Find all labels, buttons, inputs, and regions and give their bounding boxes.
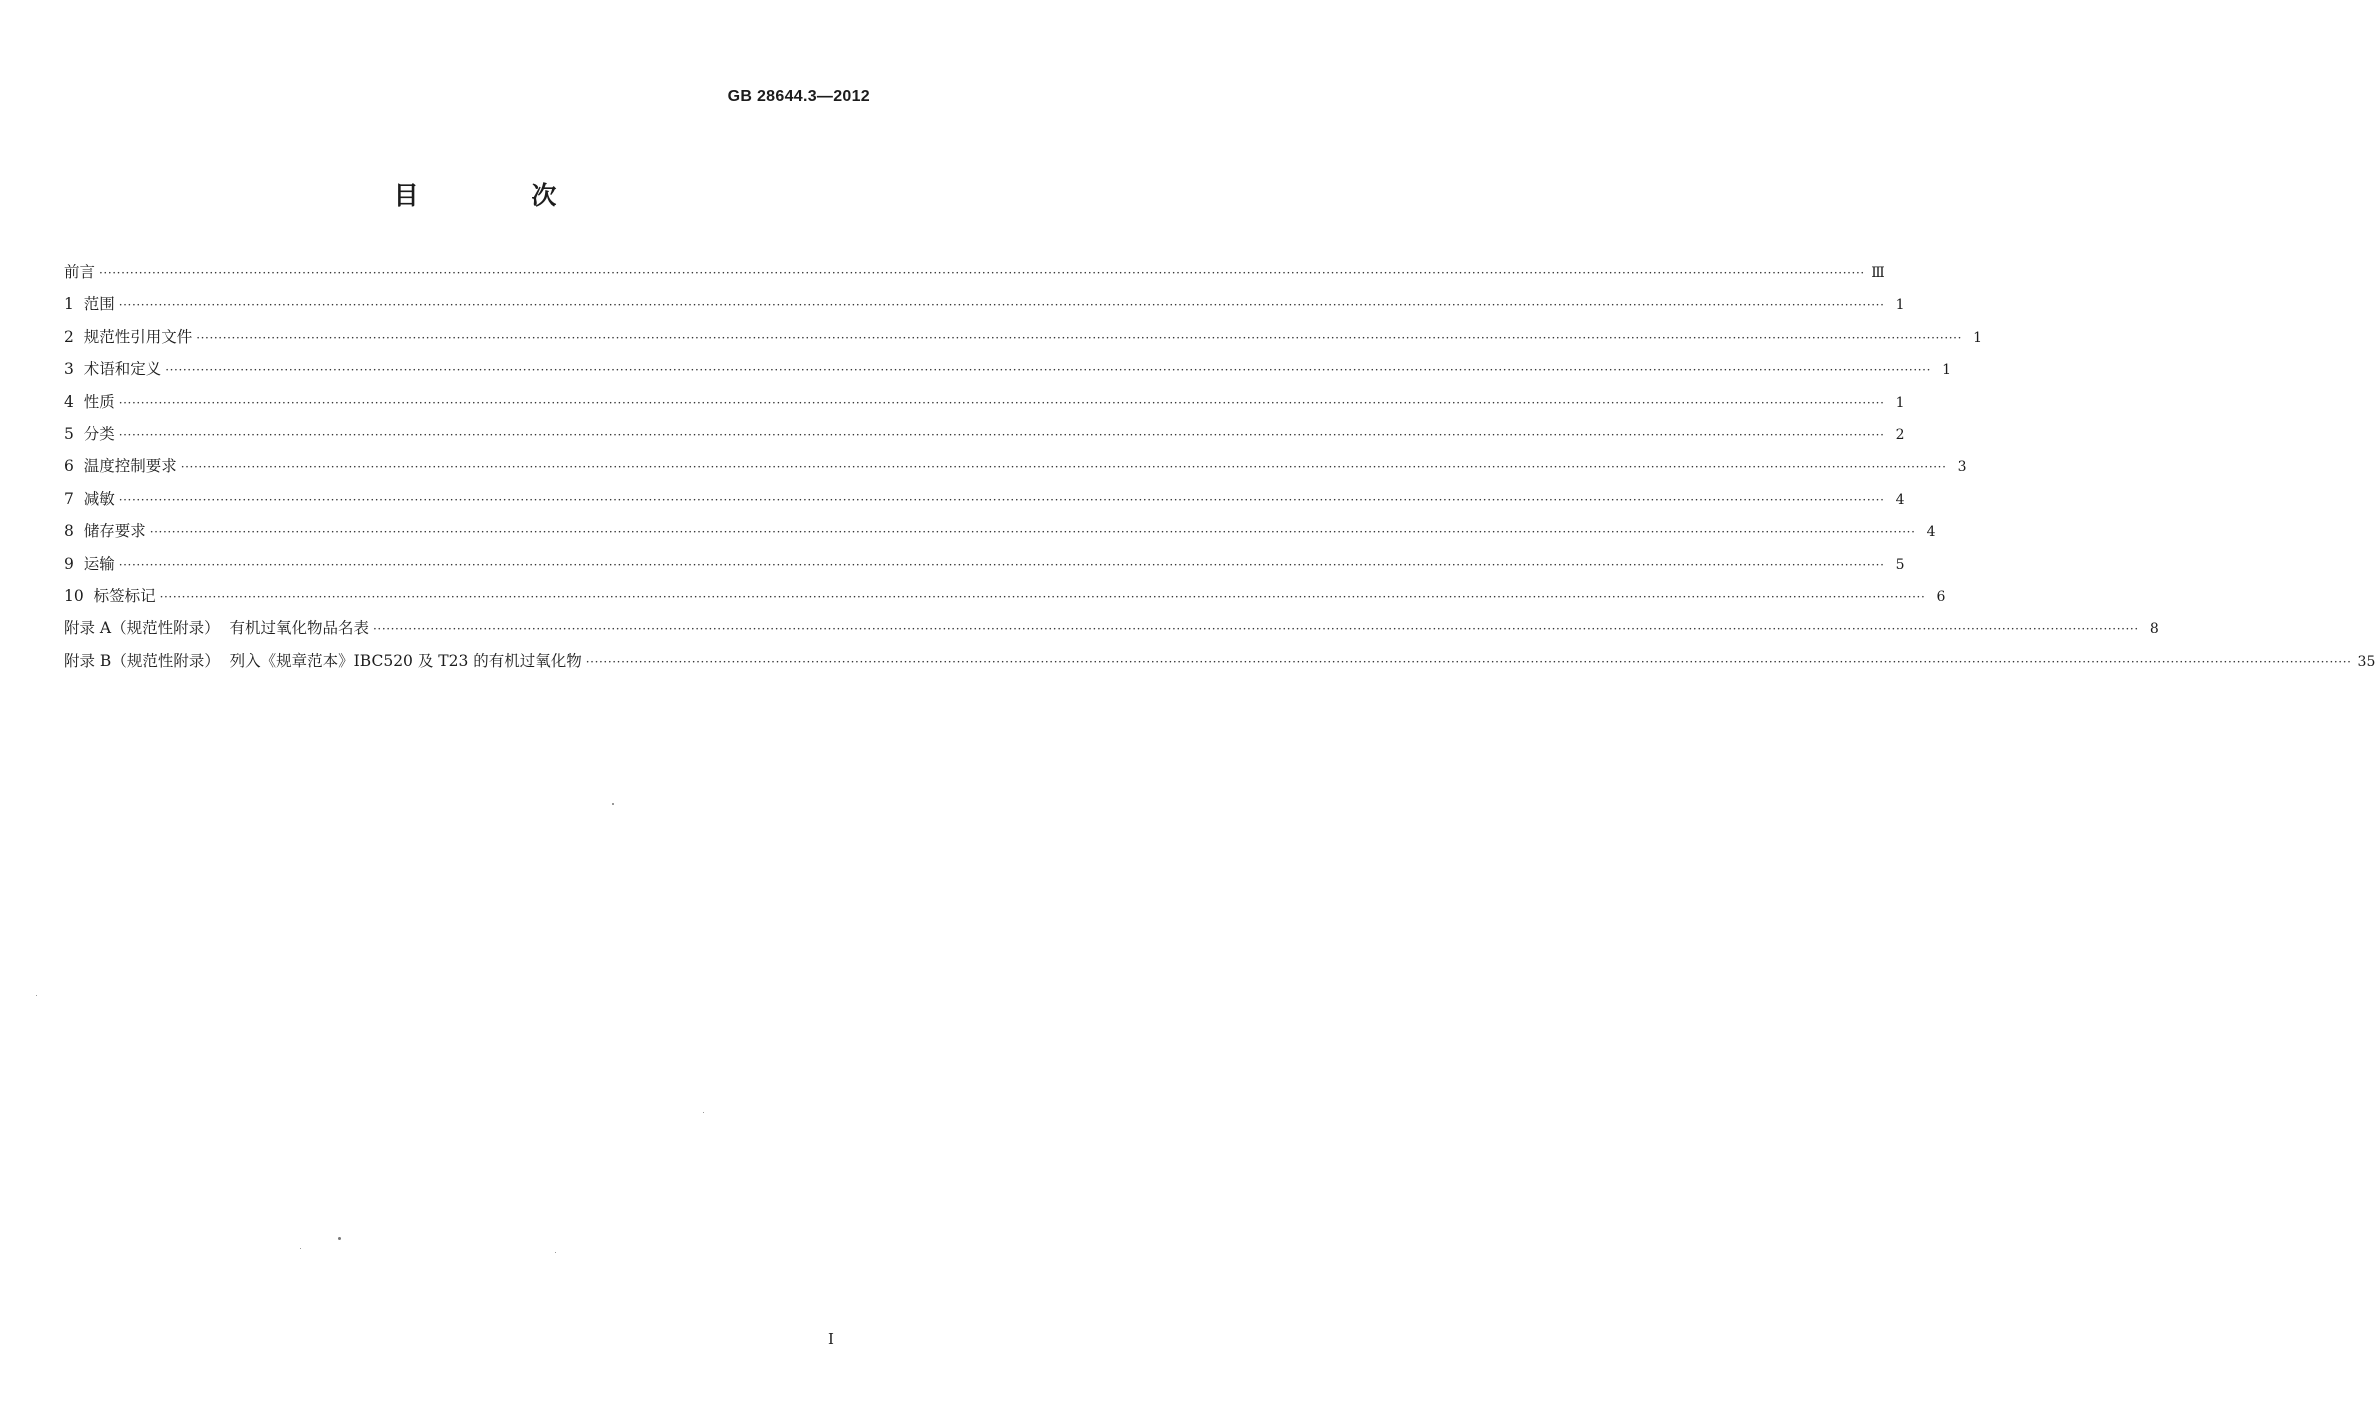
toc-leader-dots: ················································································································································································································································································································································································································ (149, 525, 1916, 540)
toc-entry-page: 1 (1942, 362, 1951, 379)
toc-entry-label: 9 运输 (64, 554, 115, 573)
toc-entry-annex-a[interactable] (64, 616, 2159, 648)
toc-entry-properties[interactable] (64, 390, 1905, 422)
toc-entry-page: 1 (1973, 329, 1982, 346)
toc-entry-label: 前言 (64, 263, 96, 281)
toc-entry-label: 7 减敏 (64, 489, 115, 508)
toc-leader-dots: ················································································································································································································································································································································································································ (196, 330, 1962, 345)
toc-entry-label: 附录 A（规范性附录） 有机过氧化物品名表 (64, 619, 369, 638)
toc-entry-terms-definitions[interactable] (64, 357, 1951, 389)
toc-leader-dots: ················································································································································································································································································································································································································ (165, 363, 1931, 378)
page-number: I (828, 1330, 834, 1348)
toc-entry-page: 3 (1957, 459, 1967, 476)
toc-entry-label: 2 规范性引用文件 (64, 327, 193, 346)
doc-code: GB 28644.3—2012 (727, 88, 870, 105)
toc-leader-dots: ················································································································································································································································································································································································································ (180, 460, 1947, 475)
toc-entry-label: 10 标签标记 (64, 586, 156, 605)
table-of-contents (64, 260, 2375, 681)
scan-speck (300, 1248, 301, 1249)
toc-entry-page: 5 (1895, 556, 1905, 573)
toc-entry-label: 5 分类 (64, 424, 115, 443)
toc-entry-annex-b[interactable] (64, 649, 2375, 681)
scan-speck (338, 1237, 341, 1240)
toc-entry-label: 1 范围 (64, 295, 115, 314)
toc-entry-labelling[interactable] (64, 584, 1946, 616)
toc-entry-label: 4 性质 (64, 392, 115, 411)
toc-entry-desensitization[interactable] (64, 487, 1905, 519)
toc-leader-dots: ················································································································································································································································································································································································································ (372, 622, 2139, 637)
toc-leader-dots: ················································································································································································································································································································································································································ (99, 266, 1865, 280)
toc-entry-page: Ⅲ (1871, 265, 1885, 281)
toc-entry-storage[interactable] (64, 519, 1936, 551)
toc-entry-scope[interactable] (64, 292, 1905, 324)
toc-entry-normative-references[interactable] (64, 325, 1982, 357)
toc-entry-page: 2 (1895, 426, 1905, 443)
toc-entry-page: 6 (1936, 588, 1946, 605)
toc-entry-page: 1 (1895, 394, 1905, 411)
toc-entry-label: 8 储存要求 (64, 522, 146, 541)
toc-leader-dots: ················································································································································································································································································································································································································ (118, 298, 1885, 313)
toc-leader-dots: ················································································································································································································································································································································································································ (159, 589, 1926, 604)
toc-entry-temperature-control[interactable] (64, 454, 1967, 486)
toc-entry-page: 8 (2149, 621, 2159, 638)
scan-speck (612, 803, 614, 805)
toc-entry-page: 4 (1895, 491, 1905, 508)
scan-speck (555, 1252, 556, 1253)
page-title: 目 次 (393, 181, 609, 210)
scan-speck (36, 995, 37, 996)
toc-entry-page: 4 (1926, 524, 1936, 541)
toc-entry-foreword[interactable] (64, 260, 1885, 292)
scan-speck (703, 1112, 704, 1113)
toc-leader-dots: ················································································································································································································································································································································································································ (585, 654, 2352, 669)
toc-leader-dots: ················································································································································································································································································································································································································ (118, 492, 1885, 507)
toc-entry-transport[interactable] (64, 552, 1905, 584)
toc-entry-page: 1 (1895, 297, 1905, 314)
toc-entry-label: 附录 B（规范性附录） 列入《规章范本》IBC520 及 T23 的有机过氧化物 (64, 651, 582, 670)
toc-entry-classification[interactable] (64, 422, 1905, 454)
toc-leader-dots: ················································································································································································································································································································································································································ (118, 395, 1885, 410)
toc-entry-page: 35 (2357, 653, 2375, 670)
toc-entry-label: 6 温度控制要求 (64, 457, 177, 476)
toc-entry-label: 3 术语和定义 (64, 360, 162, 379)
toc-leader-dots: ················································································································································································································································································································································································································ (118, 557, 1885, 572)
toc-leader-dots: ················································································································································································································································································································································································································ (118, 427, 1885, 442)
